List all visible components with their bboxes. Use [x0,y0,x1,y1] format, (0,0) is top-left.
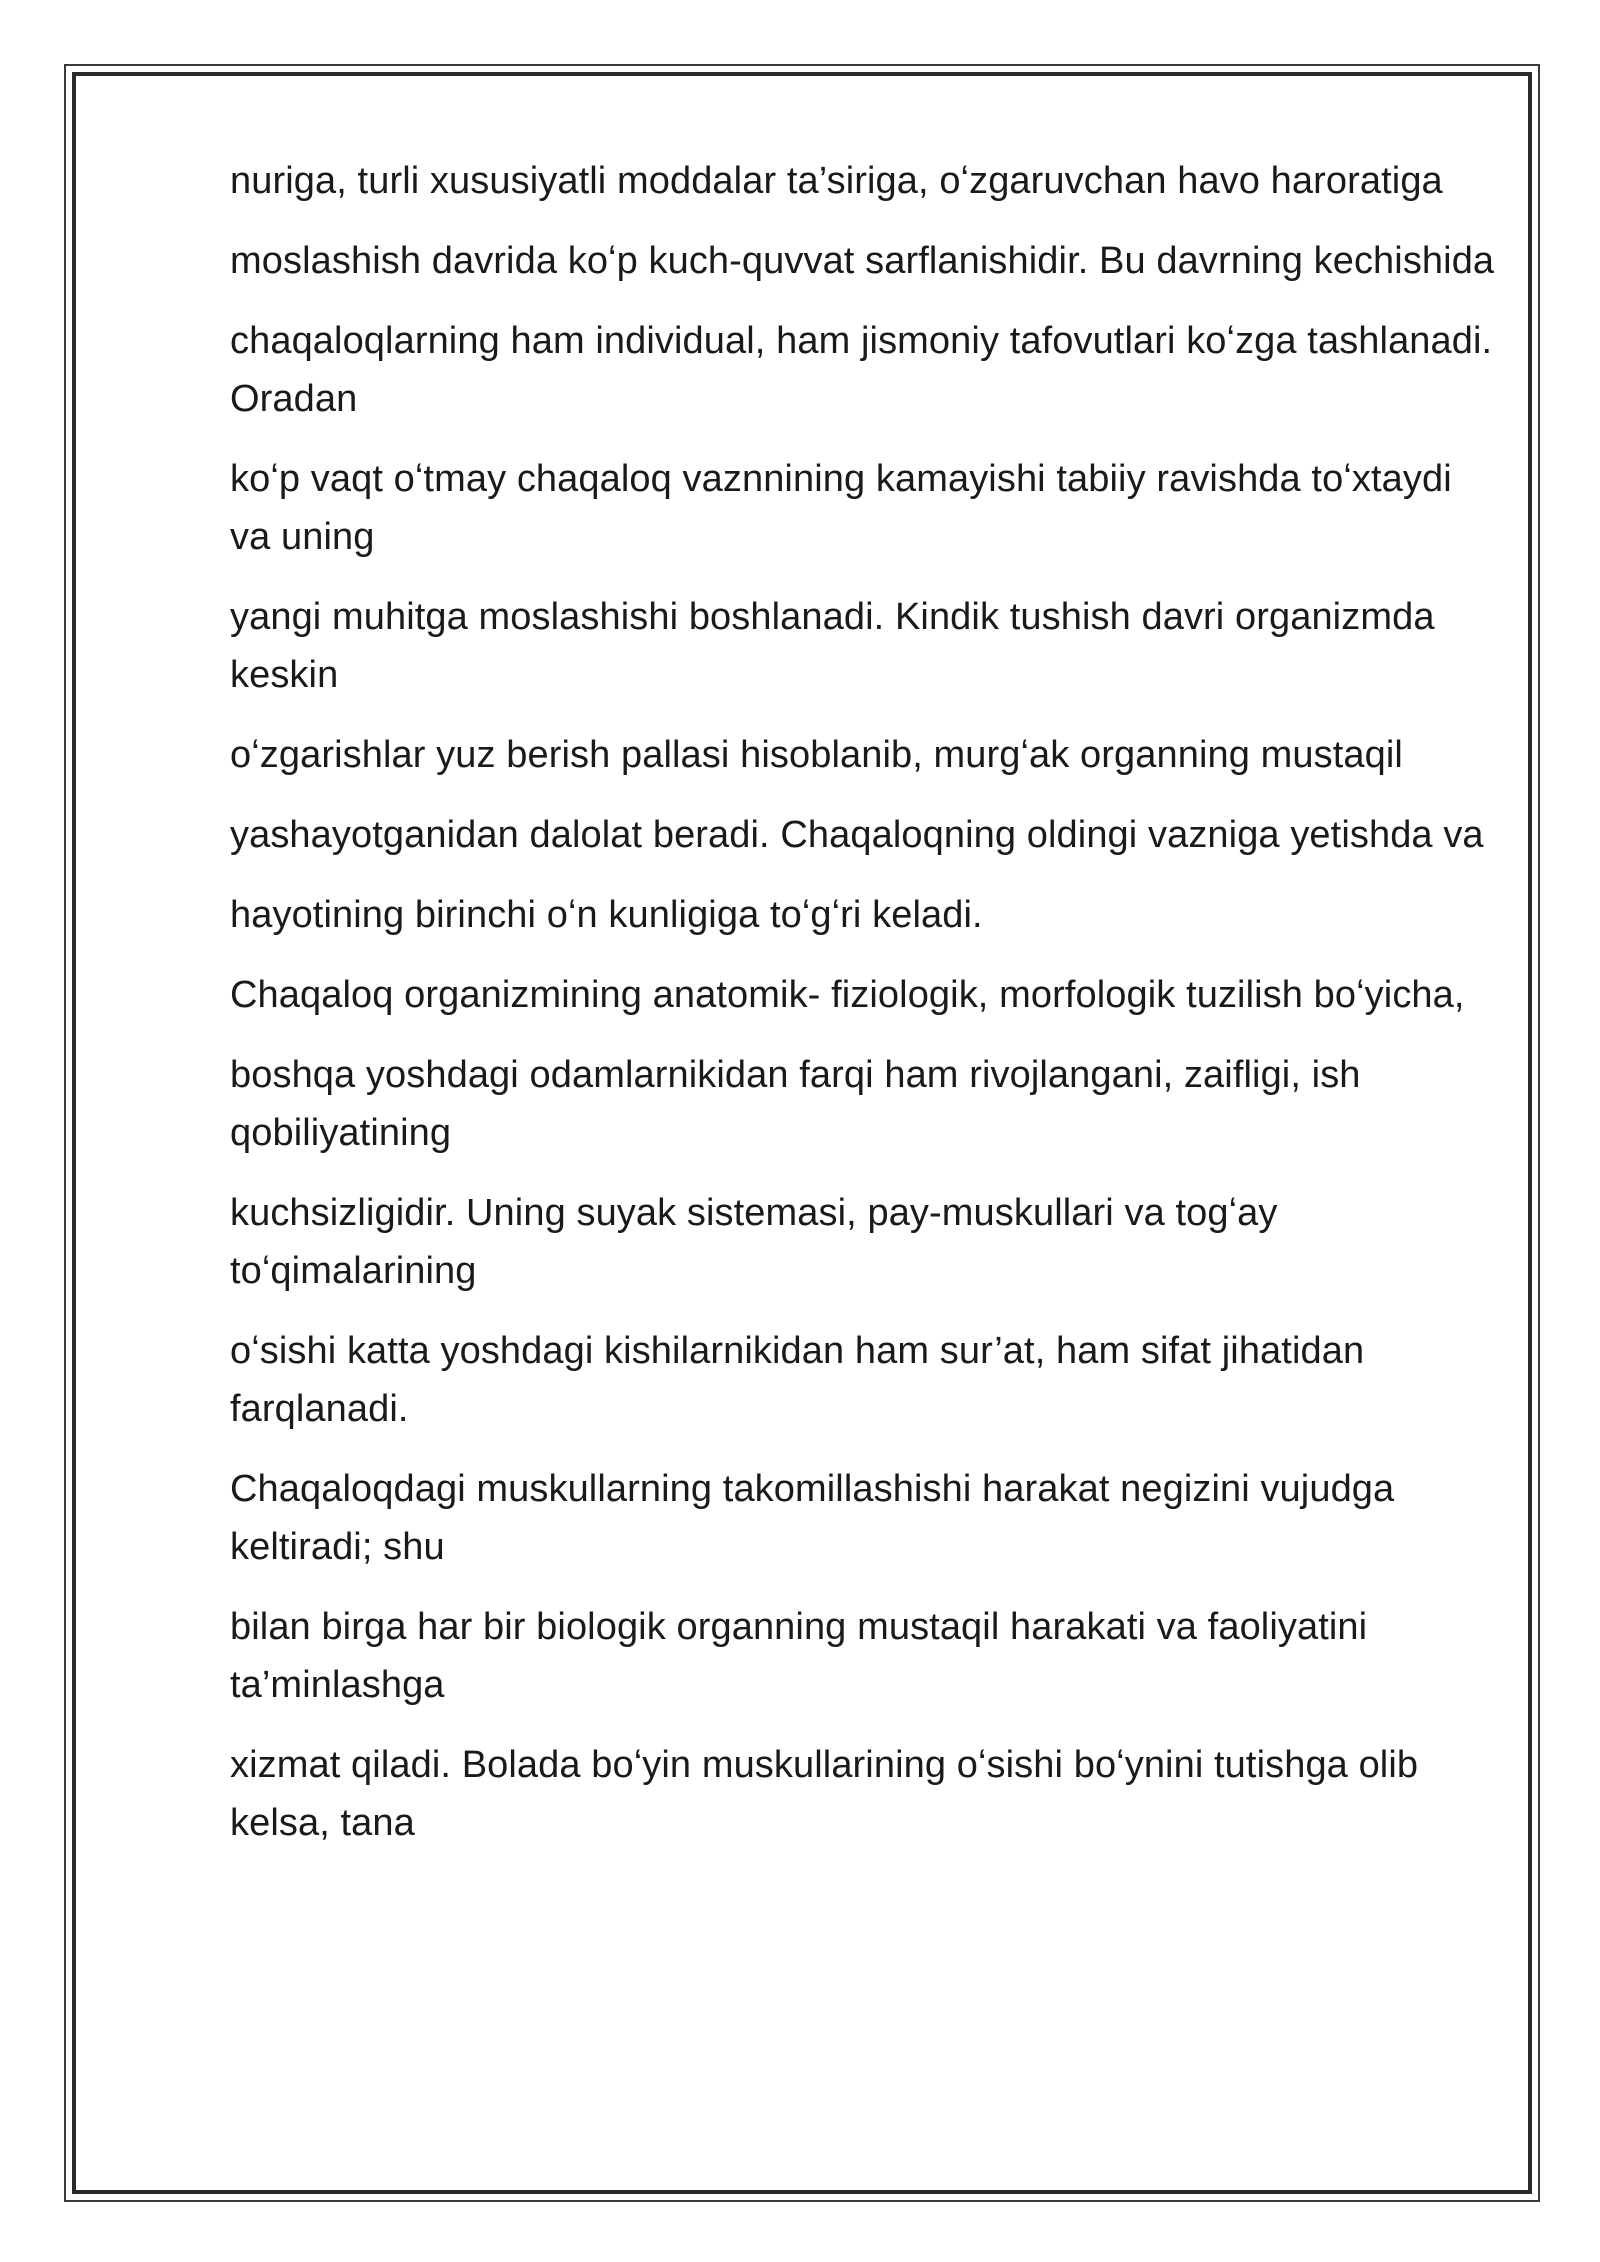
paragraph: oʻsishi katta yoshdagi kishilarnikidan ham sur’at, ham sifat jihatidan farqlanadi. [230,1330,1365,1430]
paragraph: yashayotganidan dalolat beradi. Chaqaloqning oldingi vazniga yetishda va [230,814,1484,856]
paragraph: xizmat qiladi. Bolada boʻyin muskullarining oʻsishi boʻynini tutishga olib kelsa, tana [230,1744,1419,1844]
paragraph: yangi muhitga moslashishi boshlanadi. Kindik tushish davri organizmda keskin [230,596,1435,696]
paragraph: Chaqaloq organizmining anatomik- fiziologik, morfologik tuzilish boʻyicha, [230,974,1465,1016]
paragraph: koʻp vaqt oʻtmay chaqaloq vaznnining kamayishi tabiiy ravishda toʻxtaydi va uning [230,458,1452,558]
paragraph: nuriga, turli xususiyatli moddalar ta’siriga, oʻzgaruvchan havo haroratiga [230,160,1443,202]
paragraph: bilan birga har bir biologik organning mustaqil harakati va faoliyatini ta’minlashga [230,1606,1368,1706]
paragraph: moslashish davrida koʻp kuch-quvvat sarflanishidir. Bu davrning kechishida [230,240,1495,282]
paragraph: Chaqaloqdagi muskullarning takomillashishi harakat negizini vujudga keltiradi; shu [230,1468,1395,1568]
paragraph: boshqa yoshdagi odamlarnikidan farqi ham rivojlangani, zaifligi, ish qobiliyatining [230,1054,1361,1154]
paragraph: kuchsizligidir. Uning suyak sistemasi, pay-muskullari va togʻay toʻqimalarining [230,1192,1278,1292]
paragraph: chaqaloqlarning ham individual, ham jismoniy tafovutlari koʻzga tashlanadi. Oradan [230,320,1493,420]
document-body [230,152,1500,1874]
paragraph: oʻzgarishlar yuz berish pallasi hisoblanib, murgʻak organning mustaqil [230,734,1403,776]
paragraph: hayotining birinchi oʻn kunligiga toʻgʻri keladi. [230,894,983,936]
